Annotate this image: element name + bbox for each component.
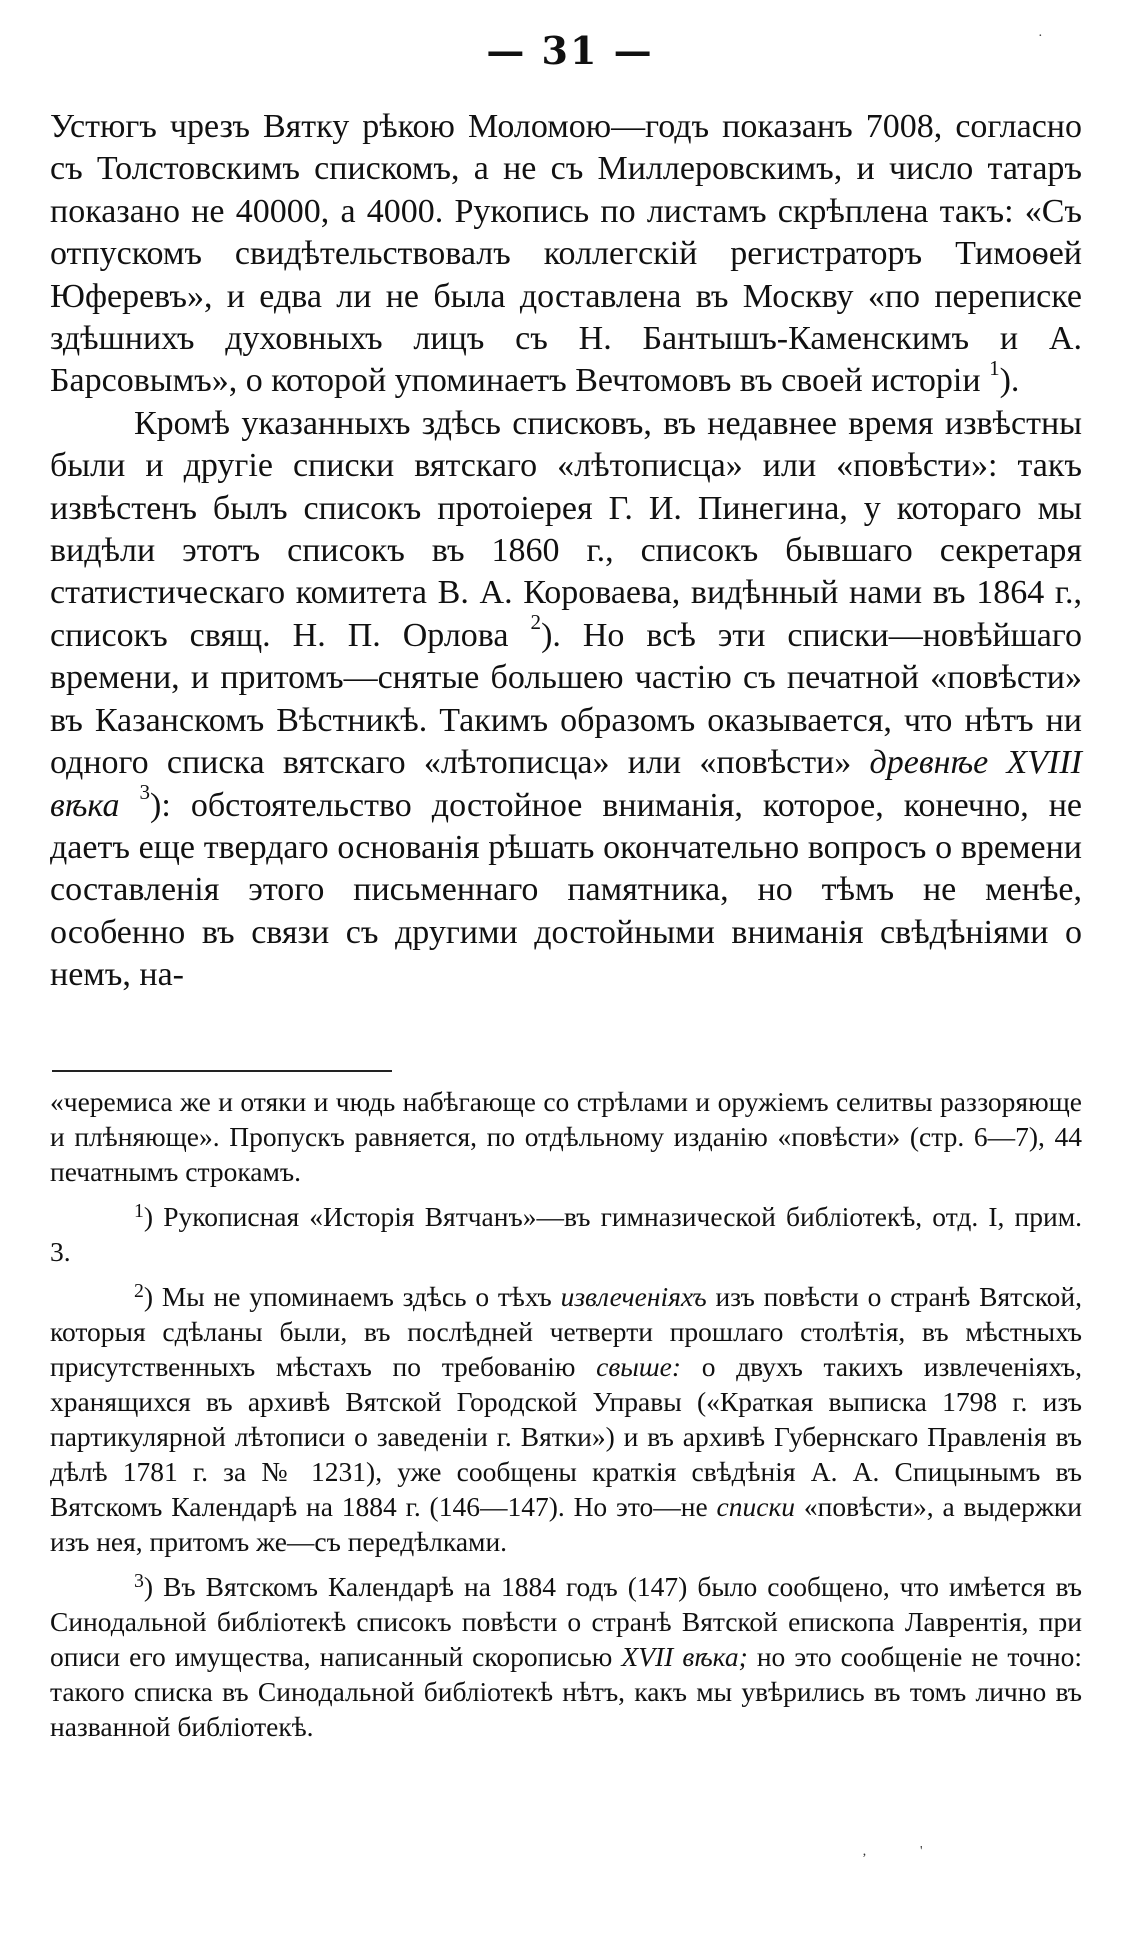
- footnote-ref-2: 2: [530, 610, 542, 635]
- paragraph-2: Кромѣ указанныхъ здѣсь списковъ, въ недавнее время извѣстны были и другіе списки вятскаго «лѣтописца» или «повѣсти»: такъ извѣстенъ былъ списокъ протоіерея Г. И. Пинегина, у котораго мы видѣли этотъ списокъ въ 1860 г., списокъ бывшаго секретаря статистическаго комитета В. А. Короваева, видѣнный нами въ 1864 г., списокъ свящ. Н. П. Орлова $^2$). Но всѣ эти списки—новѣйшаго времени, и притомъ—снятые большею частію съ печатной «повѣсти» въ Казанскомъ Вѣстникѣ. Такимъ образомъ оказывается, что нѣтъ ни одного списка вятскаго «лѣтописца» или «повѣсти» древнѣе XVIII вѣка $^3$): обстоятельство достойное вниманія, которое, конечно, не даетъ еще твердаго основанія рѣшать окончательно вопросъ о времени составленія этого письменнаго памятника, но тѣмъ не менѣе, особенно въ связи съ другими достойными вниманія свѣдѣніями о немъ, на-: [50, 404, 1082, 994]
- footnotes: [50, 1084, 1082, 1744]
- footnote-separator: [52, 1070, 392, 1072]
- footnote-ref-3: 3: [139, 779, 151, 804]
- footnote-ref-1: 1: [989, 355, 1000, 380]
- footnote-1: $^1$) Рукописная «Исторія Вятчанъ»—въ гимназической библіотекѣ, отд. I, прим. 3.: [50, 1200, 1082, 1267]
- print-speck: ': [920, 1844, 923, 1859]
- footnote-continuation: «черемиса же и отяки и чюдь набѣгающе со стрѣлами и оружіемъ селитвы раззоряюще и плѣняюще». Пропускъ равняется, по отдѣльному изданію «повѣсти» (стр. 6—7), 44 печатнымъ строкамъ.: [50, 1086, 1082, 1187]
- footnote-2: $^2$) Мы не упоминаемъ здѣсь о тѣхъ извлеченіяхъ изъ повѣсти о странѣ Вятской, которыя сдѣланы были, въ послѣдней четверти прошлаго столѣтія, въ мѣстныхъ присутственныхъ мѣстахъ по требованію свыше: о двухъ такихъ извлеченіяхъ, хранящихся въ архивѣ Вятской Городской Управы («Краткая выписка 1798 г. изъ партикулярной лѣтописи о заведеніи г. Вятки») и въ архивѣ Губернскаго Правленія въ дѣлѣ 1781 г. за № 1231), уже сообщены краткія свѣдѣнія А. А. Спицынымъ въ Вятскомъ Календарѣ на 1884 г. (146—147). Но это—не списки «повѣсти», а выдержки изъ нея, притомъ же—съ передѣлками.: [50, 1280, 1083, 1557]
- main-text: [50, 106, 1082, 997]
- paragraph-1: Устюгъ чрезъ Вятку рѣкою Моломою—годъ показанъ 7008, согласно съ Толстовскимъ спискомъ, а не съ Миллеровскимъ, и число татаръ показано не 40000, а 4000. Рукопись по листамъ скрѣплена такъ: «Съ отпускомъ свидѣтельствовалъ коллегскій регистраторъ Тимоѳей Юферевъ», и едва ли не была доставлена въ Москву «по переписке здѣшнихъ духовныхъ лицъ съ Н. Бантышъ-Каменскимъ и А. Барсовымъ», о которой упоминаетъ Вечтомовъ въ своей исторіи $^1$).: [50, 108, 1082, 400]
- footnote-3: $^3$) Въ Вятскомъ Календарѣ на 1884 годъ (147) было сообщено, что имѣется въ Синодальной библіотекѣ списокъ повѣсти о странѣ Вятской епископа Лаврентія, при описи его имущества, написанный скорописью XVII вѣка; но это сообщеніе не точно: такого списка въ Синодальной библіотекѣ нѣтъ, какъ мы увѣрились въ томъ лично въ названной библіотекѣ.: [50, 1570, 1083, 1742]
- italic-phrase: древнѣе XVIII вѣка: [50, 744, 1082, 824]
- page-number: — 31 —: [486, 28, 654, 73]
- print-speck: ‚: [862, 1844, 867, 1859]
- print-speck: ·: [1038, 29, 1043, 44]
